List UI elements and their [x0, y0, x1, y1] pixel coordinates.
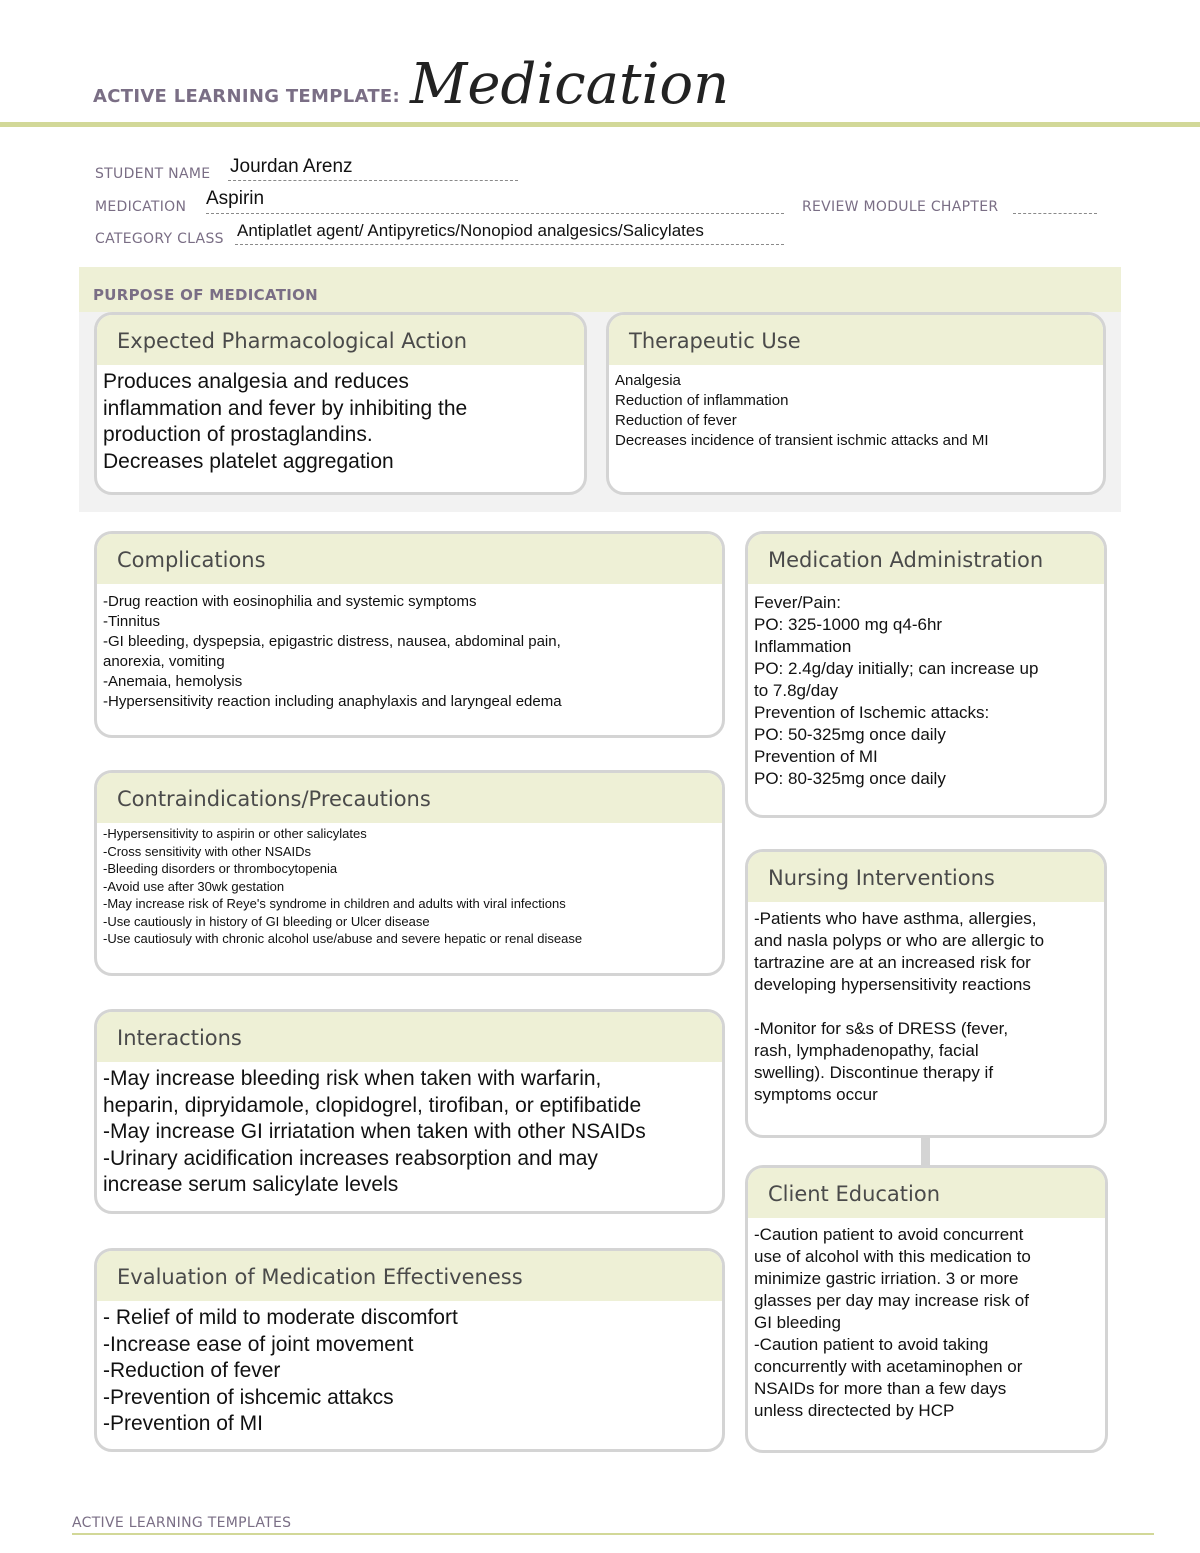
administration-line: to 7.8g/day	[754, 681, 839, 700]
contraindications-title: Contraindications/Precautions	[97, 773, 722, 823]
therapeutic-use-title: Therapeutic Use	[609, 315, 1103, 365]
interactions-line: -May increase GI irriatation when taken with other NSAIDs	[103, 1120, 646, 1143]
evaluation-title: Evaluation of Medication Effectiveness	[97, 1251, 722, 1301]
expected-action-line: production of prostaglandins.	[103, 423, 373, 446]
therapeutic-use-box	[606, 312, 1106, 495]
complications-line: -Anemaia, hemolysis	[103, 673, 243, 690]
administration-line: PO: 50-325mg once daily	[754, 725, 946, 744]
evaluation-line: -Prevention of MI	[103, 1412, 263, 1435]
page-title: Medication	[410, 52, 730, 117]
nursing-line: rash, lymphadenopathy, facial	[754, 1041, 979, 1060]
contraindications-line: -Cross sensitivity with other NSAIDs	[103, 843, 312, 859]
complications-box	[94, 531, 725, 738]
client-education-line: concurrently with acetaminophen or	[754, 1357, 1023, 1376]
administration-body	[748, 584, 1104, 790]
therapeutic-use-line: Reduction of inflammation	[615, 392, 789, 409]
box-connector	[921, 1136, 930, 1166]
nursing-line: tartrazine are at an increased risk for	[754, 953, 1031, 972]
interactions-line: heparin, dipryidamole, clopidogrel, tirofiban, or eptifibatide	[103, 1093, 642, 1117]
client-education-line: glasses per day may increase risk of	[754, 1291, 1029, 1310]
evaluation-box	[94, 1248, 725, 1452]
evaluation-body	[97, 1301, 722, 1438]
client-education-line: -Caution patient to avoid taking	[754, 1335, 989, 1354]
header-rule	[0, 122, 1200, 127]
complications-body	[97, 584, 722, 712]
contraindications-line: -May increase risk of Reye's syndrome in children and adults with viral infections	[103, 896, 566, 911]
client-education-line: unless directected by HCP	[754, 1401, 955, 1420]
contraindications-line: -Avoid use after 30wk gestation	[103, 878, 285, 894]
category-class-value[interactable]: Antiplatlet agent/ Antipyretics/Nonopiod analgesics/Salicylates	[237, 221, 704, 240]
expected-action-body	[97, 365, 584, 475]
complications-line: -Tinnitus	[103, 613, 160, 630]
evaluation-line: -Prevention of ishcemic attakcs	[103, 1385, 394, 1409]
therapeutic-use-line: Reduction of fever	[615, 412, 737, 429]
administration-box	[745, 531, 1107, 818]
administration-line: PO: 2.4g/day initially; can increase up	[754, 659, 1039, 678]
complications-line: -Hypersensitivity reaction including anaphylaxis and laryngeal edema	[103, 693, 562, 710]
client-education-line: GI bleeding	[754, 1313, 841, 1332]
contraindications-line: -Bleeding disorders or thrombocytopenia	[103, 861, 338, 876]
footer-rule	[72, 1533, 1154, 1535]
nursing-title: Nursing Interventions	[748, 852, 1104, 902]
nursing-box	[745, 849, 1107, 1138]
contraindications-line: -Use cautiously in history of GI bleeding or Ulcer disease	[103, 913, 430, 929]
administration-line: PO: 325-1000 mg q4-6hr	[754, 615, 943, 634]
student-name-underline	[228, 180, 518, 181]
client-education-body	[748, 1218, 1105, 1422]
medication-underline	[206, 213, 784, 214]
contraindications-body	[97, 823, 722, 948]
medication-label: MEDICATION	[95, 199, 187, 215]
administration-line: PO: 80-325mg once daily	[754, 769, 946, 788]
interactions-line: increase serum salicylate levels	[103, 1173, 399, 1196]
evaluation-line: -Reduction of fever	[103, 1359, 281, 1382]
therapeutic-use-body	[609, 365, 1103, 451]
complications-line: -Drug reaction with eosinophilia and systemic symptoms	[103, 593, 477, 610]
interactions-title: Interactions	[97, 1012, 722, 1062]
contraindications-box	[94, 770, 725, 976]
administration-line: Prevention of Ischemic attacks:	[754, 703, 990, 722]
nursing-body	[748, 902, 1104, 1106]
expected-action-title: Expected Pharmacological Action	[97, 315, 584, 365]
purpose-label: PURPOSE OF MEDICATION	[93, 286, 319, 304]
nursing-line: swelling). Discontinue therapy if	[754, 1063, 994, 1082]
interactions-line: -May increase bleeding risk when taken with warfarin,	[103, 1067, 602, 1090]
client-education-line: use of alcohol with this medication to	[754, 1247, 1031, 1266]
nursing-spacer	[754, 996, 1098, 1018]
nursing-line: symptoms occur	[754, 1085, 878, 1104]
review-module-underline	[1013, 213, 1097, 214]
administration-line: Inflammation	[754, 637, 852, 656]
administration-title: Medication Administration	[748, 534, 1104, 584]
client-education-line: -Caution patient to avoid concurrent	[754, 1225, 1024, 1244]
student-name-value[interactable]: Jourdan Arenz	[230, 156, 353, 177]
therapeutic-use-line: Decreases incidence of transient ischmic attacks and MI	[615, 432, 989, 449]
complications-title: Complications	[97, 534, 722, 584]
interactions-line: -Urinary acidification increases reabsorption and may	[103, 1146, 598, 1170]
client-education-line: minimize gastric irriation. 3 or more	[754, 1269, 1019, 1288]
nursing-line: developing hypersensitivity reactions	[754, 975, 1031, 994]
nursing-line: -Patients who have asthma, allergies,	[754, 909, 1037, 928]
complications-line: -GI bleeding, dyspepsia, epigastric distress, nausea, abdominal pain,	[103, 633, 561, 650]
review-module-label: REVIEW MODULE CHAPTER	[802, 199, 999, 215]
category-class-label: CATEGORY CLASS	[95, 231, 224, 247]
client-education-line: NSAIDs for more than a few days	[754, 1379, 1007, 1398]
student-name-label: STUDENT NAME	[95, 166, 211, 182]
evaluation-line: -Increase ease of joint movement	[103, 1332, 414, 1356]
nursing-line: and nasla polyps or who are allergic to	[754, 931, 1045, 950]
footer-label: ACTIVE LEARNING TEMPLATES	[72, 1515, 292, 1531]
expected-action-line: inflammation and fever by inhibiting the	[103, 396, 468, 420]
expected-action-box	[94, 312, 587, 495]
template-label: ACTIVE LEARNING TEMPLATE:	[93, 86, 400, 107]
client-education-title: Client Education	[748, 1168, 1105, 1218]
evaluation-line: - Relief of mild to moderate discomfort	[103, 1306, 458, 1329]
administration-line: Fever/Pain:	[754, 593, 841, 612]
therapeutic-use-line: Analgesia	[615, 372, 681, 389]
category-class-underline	[235, 244, 784, 245]
administration-line: Prevention of MI	[754, 747, 878, 766]
interactions-box	[94, 1009, 725, 1214]
expected-action-line: Decreases platelet aggregation	[103, 449, 394, 473]
client-education-box	[745, 1165, 1108, 1453]
medication-value[interactable]: Aspirin	[206, 188, 265, 209]
nursing-line: -Monitor for s&s of DRESS (fever,	[754, 1019, 1009, 1038]
complications-line: anorexia, vomiting	[103, 653, 225, 670]
contraindications-line: -Use cautiosuly with chronic alcohol use/abuse and severe hepatic or renal disease	[103, 931, 583, 946]
interactions-body	[97, 1062, 722, 1199]
expected-action-line: Produces analgesia and reduces	[103, 370, 409, 393]
contraindications-line: -Hypersensitivity to aspirin or other salicylates	[103, 826, 367, 841]
